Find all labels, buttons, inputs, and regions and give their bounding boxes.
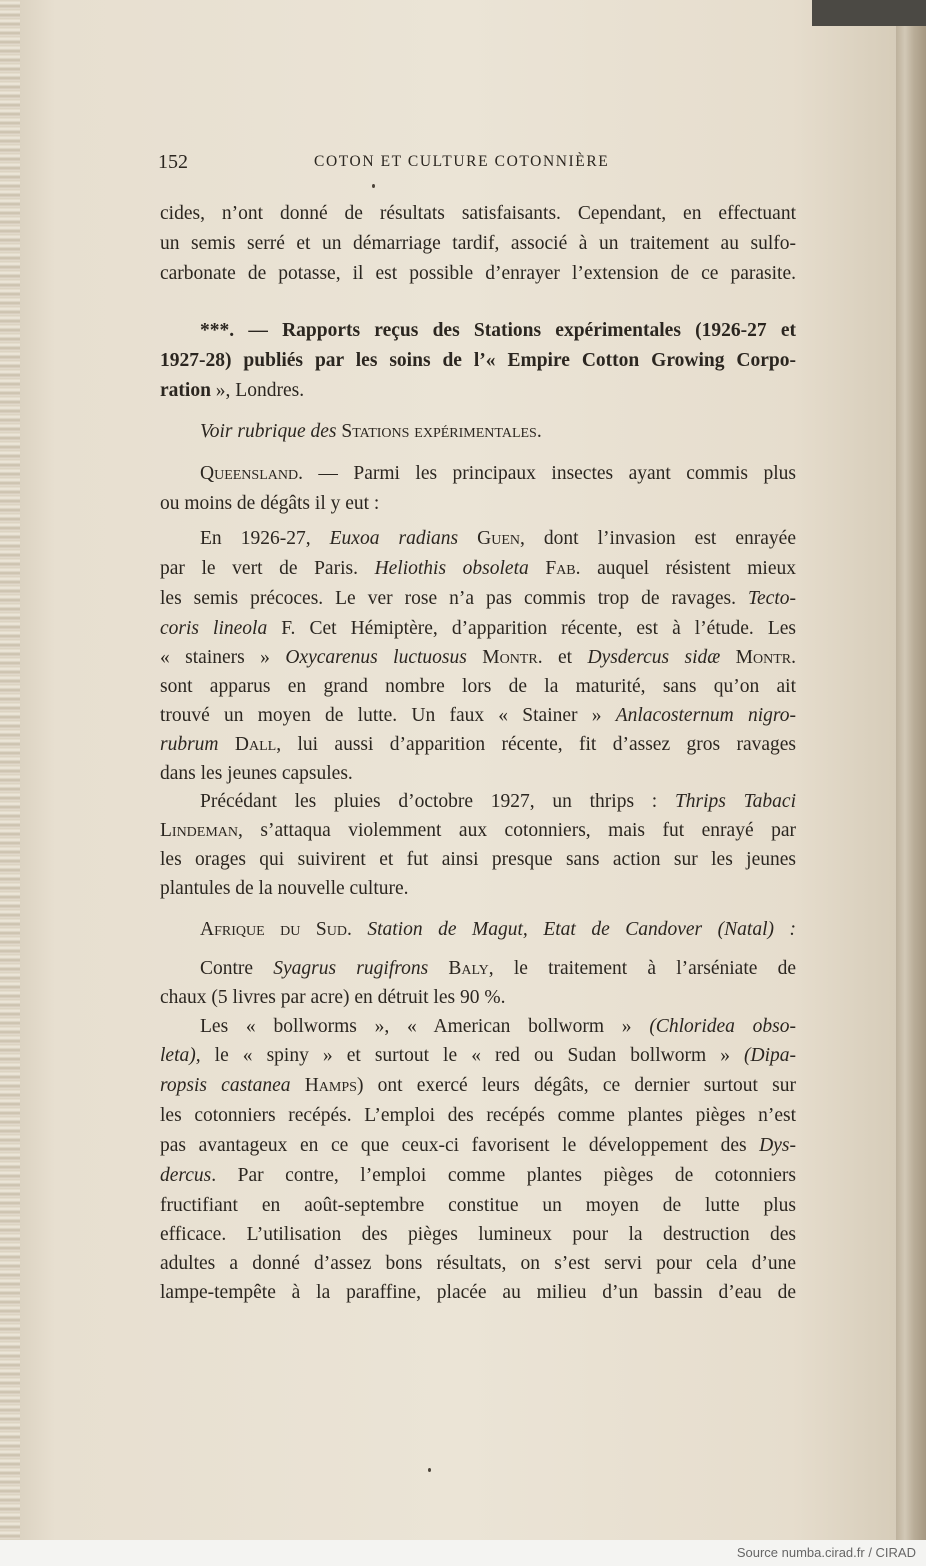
body-line: les orages qui suivirent et fut ainsi presque sans action sur les jeunes bbox=[160, 849, 796, 870]
species-name: (Chloridea obso- bbox=[649, 1016, 797, 1037]
body-line: dans les jeunes capsules. bbox=[160, 763, 353, 784]
speck bbox=[428, 1468, 431, 1472]
page-number: 152 bbox=[158, 151, 188, 173]
body-text: F. Cet Hémiptère, d’apparition récente, est à l’étude. Les bbox=[267, 618, 796, 639]
body-line bbox=[160, 1161, 796, 1191]
body-text: pas avantageux en ce que ceux-ci favorisent le développement des bbox=[160, 1135, 760, 1156]
body-line: chaux (5 livres par acre) en détruit les 90 %. bbox=[160, 987, 506, 1008]
author-name: Baly bbox=[428, 958, 489, 979]
author-name: Dall bbox=[218, 734, 277, 755]
heading-text: ration bbox=[160, 380, 211, 401]
body-text: , le traitement à l’arséniate de bbox=[488, 958, 796, 979]
body-text: En 1926-27, bbox=[200, 528, 330, 549]
species-name: Anlacosternum nigro- bbox=[615, 705, 796, 726]
page-stack-right-edge bbox=[896, 0, 926, 1540]
body-text: », Londres. bbox=[210, 380, 305, 401]
species-name: Euxoa radians bbox=[329, 528, 459, 549]
heading-text: ***. — Rapports reçus des Stations expérimentales (1926-27 et bbox=[200, 320, 796, 341]
body-line bbox=[160, 816, 796, 846]
species-name: rubrum bbox=[160, 734, 219, 755]
species-name: ropsis castanea bbox=[160, 1075, 291, 1096]
body-text: , lui aussi d’apparition récente, fit d’assez gros ravages bbox=[276, 734, 797, 755]
small-caps-text: Stations expérimentales. bbox=[341, 421, 542, 442]
body-text: , dont l’invasion est enrayée bbox=[520, 528, 796, 549]
body-line: cides, n’ont donné de résultats satisfaisants. Cependant, en effectuant bbox=[160, 203, 796, 224]
body-text: . Par contre, l’emploi comme plantes pièges de cotonniers bbox=[211, 1165, 796, 1186]
station-name: Station de Magut, Etat de Candover (Natal) : bbox=[367, 919, 796, 940]
species-name: Dysdercus sidæ bbox=[587, 647, 721, 668]
body-line bbox=[160, 1041, 796, 1071]
heading-text: 1927-28) publiés par les soins de l’« Empire Cotton Growing Corpo- bbox=[160, 350, 796, 371]
body-text: trouvé un moyen de lutte. Un faux « Stainer » bbox=[160, 705, 616, 726]
body-line: un semis serré et un démarriage tardif, associé à un traitement au sulfo- bbox=[160, 233, 796, 254]
body-text: « stainers » bbox=[160, 647, 286, 668]
species-name: Dys- bbox=[759, 1135, 796, 1156]
species-name: Tecto- bbox=[747, 588, 796, 609]
body-line bbox=[200, 459, 796, 489]
body-text: , s’attaqua violemment aux cotonniers, mais fut enrayé par bbox=[238, 820, 796, 841]
running-head: COTON ET CULTURE COTONNIÈRE bbox=[314, 153, 610, 170]
place-name: Queensland. bbox=[200, 463, 303, 484]
body-line bbox=[160, 730, 796, 760]
body-text: le « spiny » et surtout le « red ou Sudan bollworm » bbox=[200, 1045, 744, 1066]
body-line: fructifiant en août-septembre constitue un moyen de lutte plus bbox=[160, 1195, 796, 1216]
book-binding bbox=[812, 0, 926, 26]
author-name: Guen bbox=[458, 528, 520, 549]
species-name: dercus bbox=[160, 1165, 212, 1186]
body-text: Précédant les pluies d’octobre 1927, un thrips : bbox=[200, 791, 675, 812]
body-line bbox=[160, 584, 796, 614]
body-text: les semis précoces. Le ver rose n’a pas commis trop de ravages. bbox=[160, 588, 748, 609]
body-line: efficace. L’utilisation des pièges lumineux pour la destruction des bbox=[160, 1224, 796, 1245]
body-line: lampe-tempête à la paraffine, placée au milieu d’un bassin d’eau de bbox=[160, 1282, 796, 1303]
body-text: . et bbox=[537, 647, 588, 668]
species-name: leta), bbox=[160, 1045, 201, 1066]
body-line bbox=[200, 1012, 796, 1042]
body-text: . bbox=[791, 647, 797, 668]
body-line bbox=[160, 701, 796, 731]
species-name: (Dipa- bbox=[744, 1045, 796, 1066]
body-line bbox=[160, 554, 796, 584]
body-text: . auquel résistent mieux bbox=[575, 558, 797, 579]
species-name: Syagrus rugifrons bbox=[273, 958, 429, 979]
section-heading-line bbox=[160, 346, 796, 376]
body-text: Contre bbox=[200, 958, 274, 979]
body-line: les cotonniers recépés. L’emploi des recépés comme plantes pièges n’est bbox=[160, 1105, 796, 1126]
body-text: — Parmi les principaux insectes ayant commis plus bbox=[302, 463, 796, 484]
body-line: plantules de la nouvelle culture. bbox=[160, 878, 409, 899]
body-line bbox=[160, 614, 796, 644]
italic-text: Voir rubrique des bbox=[200, 421, 342, 442]
body-line bbox=[200, 954, 796, 984]
body-text: ) ont exercé leurs dégâts, ce dernier surtout sur bbox=[356, 1075, 797, 1096]
author-name: Fab bbox=[528, 558, 576, 579]
body-line bbox=[200, 417, 796, 447]
species-name: Oxycarenus luctuosus bbox=[285, 647, 467, 668]
place-name: Afrique du Sud bbox=[200, 919, 347, 940]
author-name: Lindeman bbox=[160, 820, 239, 841]
section-heading-line bbox=[200, 316, 796, 346]
species-name: Thrips Tabaci bbox=[674, 791, 796, 812]
speck bbox=[372, 184, 375, 188]
section-heading-line bbox=[160, 376, 796, 406]
body-line bbox=[200, 915, 796, 945]
body-text: Les « bollworms », « American bollworm » bbox=[200, 1016, 650, 1037]
body-line: adultes a donné d’assez bons résultats, on s’est servi pour cela d’une bbox=[160, 1253, 796, 1274]
species-name: Heliothis obsoleta bbox=[374, 558, 529, 579]
body-line bbox=[160, 1071, 796, 1101]
body-line: ou moins de dégâts il y eut : bbox=[160, 493, 380, 514]
body-text: par le vert de Paris. bbox=[160, 558, 375, 579]
body-text: . bbox=[346, 919, 368, 940]
source-credit: Source numba.cirad.fr / CIRAD bbox=[736, 1545, 916, 1560]
author-name: Montr bbox=[720, 647, 792, 668]
body-line: sont apparus en grand nombre lors de la maturité, sans qu’on ait bbox=[160, 676, 796, 697]
author-name: Hamps bbox=[290, 1075, 357, 1096]
body-line bbox=[160, 643, 796, 673]
species-name: coris lineola bbox=[160, 618, 268, 639]
body-line bbox=[200, 787, 796, 817]
body-line bbox=[200, 524, 796, 554]
body-line: carbonate de potasse, il est possible d’enrayer l’extension de ce parasite. bbox=[160, 263, 796, 284]
body-line bbox=[160, 1131, 796, 1161]
author-name: Montr bbox=[466, 647, 538, 668]
